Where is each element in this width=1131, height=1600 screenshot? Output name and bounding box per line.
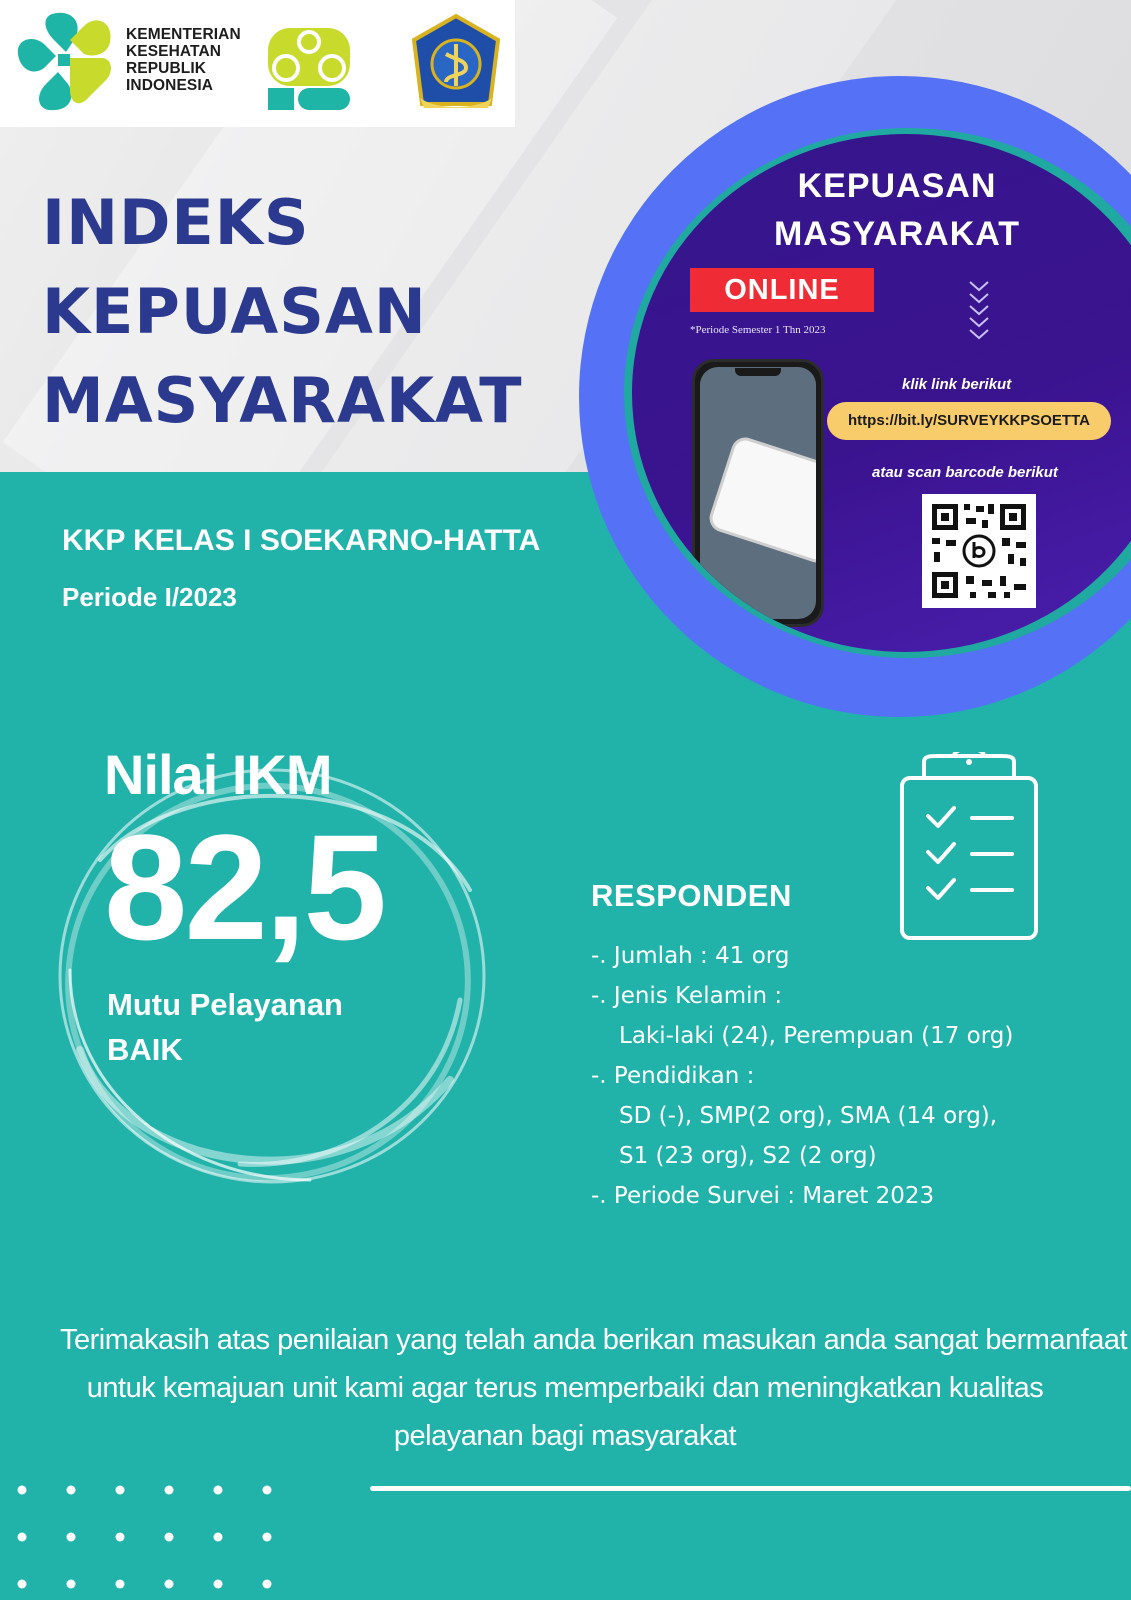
logo-bar xyxy=(0,0,515,127)
respondents-list xyxy=(591,936,1013,1216)
kemenkes-logo-icon xyxy=(14,10,114,114)
port-health-emblem-icon xyxy=(406,12,506,116)
poster-scan-text: atau scan barcode berikut xyxy=(872,464,1058,481)
p2p-logo-icon xyxy=(266,22,352,112)
list-item: -. Jenis Kelamin : xyxy=(591,983,783,1009)
unit-period: Periode I/2023 xyxy=(62,582,237,612)
survey-link[interactable]: https://bit.ly/SURVEYKKPSOETTA xyxy=(827,402,1111,440)
service-quality-label: Mutu Pelayanan xyxy=(107,987,343,1022)
divider-line xyxy=(370,1486,1131,1491)
smartphone-icon xyxy=(692,359,824,627)
list-item: SD (-), SMP(2 org), SMA (14 org), xyxy=(619,1103,998,1129)
page-title: INDEKS KEPUASAN MASYARAKAT xyxy=(42,186,523,437)
dots-decoration xyxy=(14,1480,284,1590)
ikm-score: 82,5 xyxy=(104,803,384,971)
list-item: -. Jumlah : 41 org xyxy=(591,943,790,969)
list-item: Laki-laki (24), Perempuan (17 org) xyxy=(619,1023,1014,1049)
survey-poster-disc xyxy=(632,134,1131,652)
chevron-down-icon xyxy=(968,280,990,340)
online-badge: ONLINE xyxy=(690,268,874,312)
ikm-label: Nilai IKM xyxy=(104,743,332,806)
clipboard-checklist-icon xyxy=(898,752,1040,942)
poster-period-note: *Periode Semester 1 Thn 2023 xyxy=(690,324,826,336)
service-quality-value: BAIK xyxy=(107,1032,183,1067)
respondents-title: RESPONDEN xyxy=(591,878,792,913)
qr-code-icon[interactable] xyxy=(922,494,1036,608)
unit-name: KKP KELAS I SOEKARNO-HATTA xyxy=(62,524,541,557)
poster-click-text: klik link berikut xyxy=(902,376,1012,393)
list-item: -. Periode Survei : Maret 2023 xyxy=(591,1183,935,1209)
poster-title: KEPUASAN MASYARAKAT xyxy=(773,167,1021,253)
list-item: -. Pendidikan : xyxy=(591,1063,755,1089)
service-quality xyxy=(107,982,343,1072)
ministry-name: KEMENTERIAN KESEHATAN REPUBLIK INDONESIA xyxy=(126,26,241,94)
thank-you-message: Terimakasih atas penilaian yang telah anda berikan masukan anda sangat bermanfaat untuk kemajuan unit kami agar terus memperbaiki dan meningkatkan kualitas pelayanan bagi masyarakat xyxy=(60,1324,1128,1452)
list-item: S1 (23 org), S2 (2 org) xyxy=(619,1143,877,1169)
